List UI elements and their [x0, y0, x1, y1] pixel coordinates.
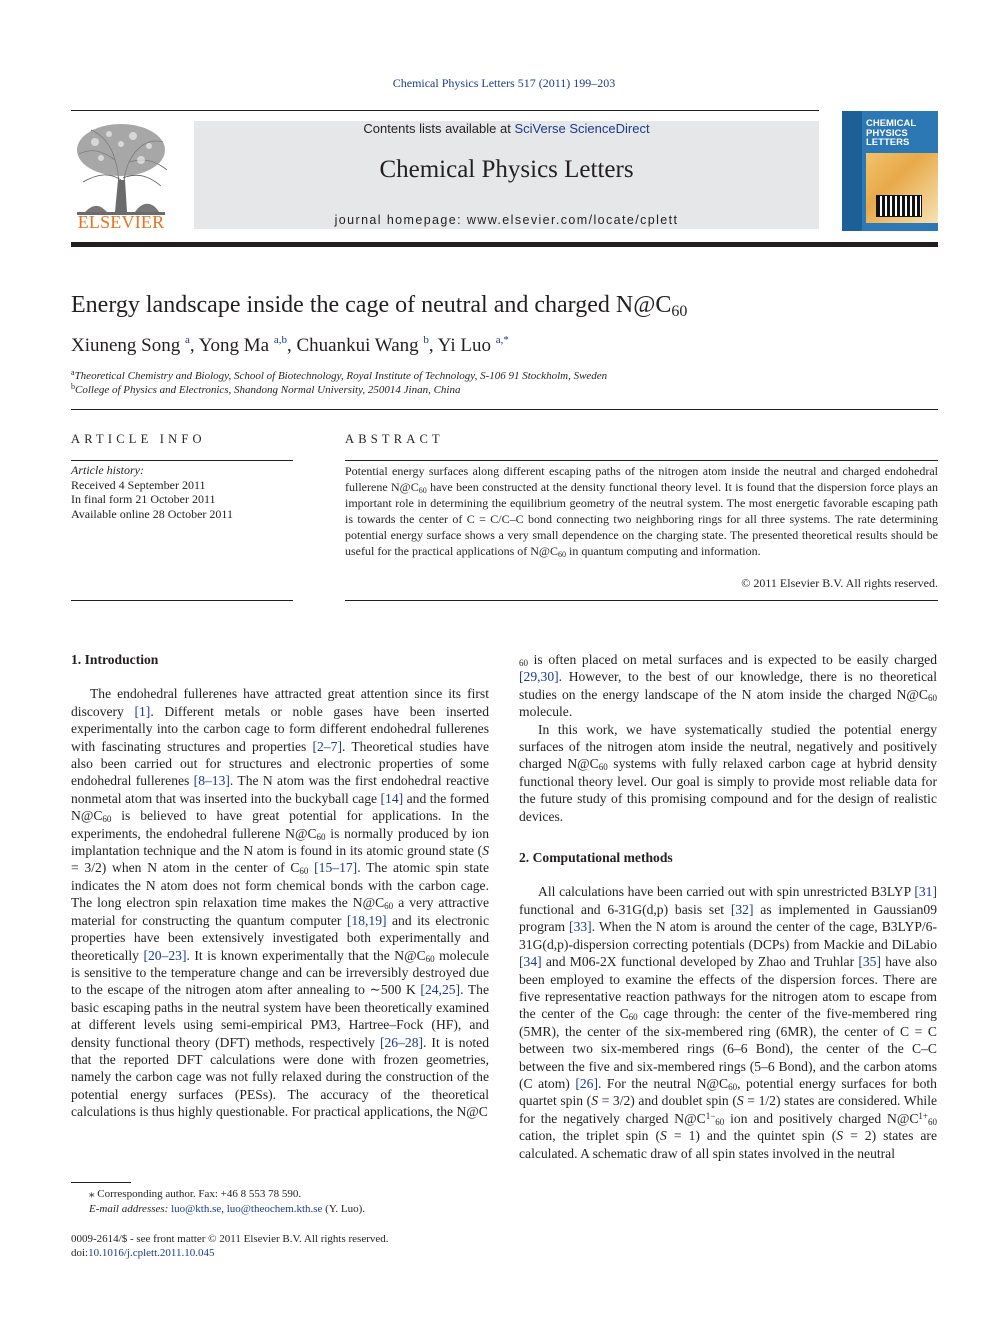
article-info-rule [71, 460, 293, 461]
section-heading-methods: 2. Computational methods [519, 850, 673, 866]
superscript: 1+ [918, 1110, 928, 1121]
email-link[interactable]: luo@theochem.kth.se [226, 1203, 323, 1215]
text-segment: The endohedral fullerenes have attracted great attention since its first discovery [71, 686, 489, 719]
text-segment: cation, the triplet spin ( [519, 1128, 661, 1144]
subscript: 60 [519, 658, 528, 668]
subscript: 60 [628, 1012, 638, 1023]
cover-barcode-icon [876, 195, 922, 217]
text-segment: systems with fully relaxed carbon cage at hybrid density functional theory level. Our goal is simply to provide most reliable data for the future study of this promising compound and for the design of realistic devices. [519, 756, 937, 824]
cover-title-line: PHYSICS [866, 127, 908, 139]
subscript: 60 [384, 901, 394, 912]
journal-name: Chemical Physics Letters [379, 156, 634, 183]
text-segment: is believed to have great potential for applications. In the experiments, the endohedral fullerene N@C [71, 808, 489, 841]
author-list: Xiuneng Song $^a$, Yong Ma $^{a,b}$, Chuankui Wang $^b$, Yi Luo $^{a,*}$ [71, 334, 509, 356]
email-separator: , [221, 1203, 227, 1215]
subscript: 60 [715, 1116, 725, 1127]
text-segment: and the formed N@C [71, 790, 489, 824]
author-name[interactable]: Xiuneng Song [71, 335, 181, 356]
cover-strip [842, 111, 862, 231]
corresponding-author: Corresponding author. Fax: +46 8 553 78 590. [97, 1188, 302, 1200]
subscript: 60 [728, 1081, 738, 1092]
text-segment: S [736, 1093, 744, 1109]
cover-title-line: LETTERS [866, 137, 910, 148]
text-segment: . Different metals or noble gases have been inserted experimentally into the carbon cage to form different endohedral fullerenes with fascinating structures and properties [71, 703, 489, 754]
history-received: Received 4 September 2011 [71, 477, 206, 492]
contents-prefix: Contents lists available at [363, 121, 515, 136]
article-history [71, 463, 293, 521]
citation-link[interactable]: [15–17] [314, 860, 358, 876]
body-column-left [71, 651, 489, 1121]
subscript: 60 [557, 550, 566, 559]
affiliation-rule [71, 409, 938, 410]
article-info-rule [71, 600, 293, 601]
sciencedirect-link[interactable]: SciVerse ScienceDirect [514, 121, 650, 136]
footnote-star: ⁎ [89, 1188, 95, 1200]
text-segment: cage through: the center of the five-membered ring (5MR), the center of the six-membered ring (6MR), the center of C = C between two six-membered rings (6–6 Bond), the center of the C–C between the five and six-membered rings (5–6 Bond), and the carbon atoms (C atom) [519, 1006, 937, 1091]
cover-title [866, 119, 916, 148]
affiliation-mark: b [71, 382, 75, 391]
citation-link[interactable]: [20–23] [143, 947, 187, 963]
contents-line [194, 121, 819, 136]
affiliation [71, 382, 938, 396]
text-segment: is often placed on metal surfaces and is expected to be easily charged [528, 652, 937, 667]
intro-paragraph [519, 721, 937, 825]
text-segment: , potential energy surfaces for both quartet spin ( [519, 1075, 937, 1109]
article-title [71, 292, 938, 321]
text-segment: . It is noted that the reported DFT calculations were done with frozen geometries, namely the carbon cage was not fully relaxed during the construction of the potential energy surfaces (PESs). The accuracy of the theoretical calculations is thus highly questionable. For practical applications, the N@C [71, 1034, 489, 1120]
text-segment: . When the N atom is around the center of the cage, B3LYP/6-31G(d,p)-dispersion correcting potentials (DCPs) from Mackie and DiLabio [519, 919, 937, 952]
abstract-heading: ABSTRACT [345, 432, 444, 446]
doi-prefix: doi: [71, 1247, 89, 1259]
section-heading-introduction: 1. Introduction [71, 652, 159, 667]
title-text: Energy landscape inside the cage of neutral and charged N@C [71, 292, 672, 318]
citation-link[interactable]: [32] [730, 901, 754, 917]
citation-link[interactable]: [29,30] [519, 669, 559, 685]
issn-line: 0009-2614/$ - see front matter © 2011 Elsevier B.V. All rights reserved. [71, 1233, 389, 1245]
text-segment: In this work, we have systematically studied the potential energy surfaces of the nitrogen atom inside the neutral, negatively and positively charged N@C [519, 721, 937, 772]
doi-link[interactable]: 10.1016/j.cplett.2011.10.045 [88, 1247, 215, 1259]
text-segment: = 3/2) when N atom in the center of C [71, 860, 300, 876]
text-segment: . For the neutral N@C [598, 1075, 729, 1091]
citation-link[interactable]: [14] [380, 790, 404, 806]
abstract-rule [345, 460, 938, 461]
journal-cover-thumbnail [842, 111, 938, 231]
text-segment: = 3/2) and doublet spin ( [597, 1093, 737, 1109]
history-revised: In final form 21 October 2011 [71, 492, 216, 506]
subscript: 60 [316, 831, 326, 842]
affiliation [71, 368, 938, 382]
subscript: 60 [102, 814, 112, 825]
author-affiliation-mark[interactable]: b [423, 334, 429, 346]
elsevier-wordmark: ELSEVIER [77, 212, 165, 232]
text-segment: S [660, 1128, 667, 1144]
text-segment: All calculations have been carried out with spin unrestricted B3LYP [538, 884, 915, 900]
history-label: Article history: [71, 463, 144, 477]
abstract-segment: in quantum computing and information. [565, 544, 761, 558]
email-owner: (Y. Luo). [322, 1203, 365, 1215]
subscript: 60 [425, 953, 435, 964]
text-segment: and M06-2X functional developed by Zhao and Truhlar [541, 954, 859, 970]
abstract-segment: have been constructed at the density functional theory level. It is found that the dispersion force plays an important role in determining the equilibrium geometry of the neutral system. The most energetic favorable escaping path is towards the center of C = C/C–C bond connecting two neighboring rings for all three systems. The rate determining potential energy surface shows a very small dependence on the charging state. The presented theoretical results should be useful for the practical applications of N@C [345, 480, 939, 558]
citation-link[interactable]: [26] [575, 1075, 598, 1091]
text-segment: = 1) and the quintet spin ( [666, 1128, 837, 1144]
text-segment: = 2) states are calculated. A schematic draw of all spin states involved in the neutral [519, 1128, 937, 1161]
text-segment: functional and 6-31G(d,p) basis set [519, 901, 731, 917]
abstract-copyright: © 2011 Elsevier B.V. All rights reserved. [741, 576, 938, 590]
author-affiliation-mark[interactable]: a,b [273, 334, 287, 346]
text-segment: as implemented in Gaussian09 program [519, 901, 937, 935]
author-name[interactable]: Yi Luo [437, 335, 491, 356]
body-column-right [519, 651, 937, 1162]
affiliation-text: College of Physics and Electronics, Shandong Normal University, 250014 Jinan, China [75, 384, 461, 396]
intro-paragraph [71, 685, 489, 1120]
text-segment: molecule. [519, 704, 573, 720]
methods-paragraph [519, 883, 937, 1162]
front-matter-info [71, 1232, 489, 1260]
text-segment: molecule is sensitive to the temperature change and can be irreversibly destroyed due to the escape of the nitrogen atom after annealing to ∼500 K [71, 947, 489, 998]
text-segment: have also been employed to examine the effects of the dispersion forces. There are five representative reaction pathways for the nitrogen atom to escape from the center of the C [519, 954, 937, 1022]
text-segment: and its electronic properties have been extensively investigated both experimentally and theoretically [71, 912, 489, 963]
affiliation-text: Theoretical Chemistry and Biology, School of Biotechnology, Royal Institute of Technology, S-106 91 Stockholm, Sweden [74, 370, 608, 382]
cover-title-line: CHEMICAL [866, 118, 917, 129]
text-segment: S [482, 843, 489, 859]
text-segment: . The basic escaping paths in the neutral system have been theoretically examined at different levels using semi-empirical PM3, Hartree–Fock (HF), and density functional theory (DFT) methods, respectively [71, 982, 489, 1050]
subscript: 60 [418, 486, 427, 495]
citation-link[interactable]: [18,19] [346, 912, 387, 928]
citation-link[interactable]: [31] [914, 884, 937, 900]
citation-link[interactable]: [35] [858, 954, 881, 970]
history-online: Available online 28 October 2011 [71, 506, 233, 521]
header-thick-rule [71, 242, 938, 247]
abstract-segment: Potential energy surfaces along different escaping paths of the nitrogen atom inside the neutral and charged endohedral fullerene N@C [345, 464, 938, 494]
text-segment: is normally produced by ion implantation technique and the N atom is found in its atomic ground state ( [71, 825, 489, 859]
footnote-rule [71, 1182, 131, 1183]
email-link[interactable]: luo@kth.se [171, 1203, 222, 1215]
author-name[interactable]: Chuankui Wang [296, 335, 419, 356]
citation-link[interactable]: [33] [569, 919, 592, 935]
author-affiliation-mark[interactable]: a [185, 334, 190, 346]
author-name[interactable]: Yong Ma [198, 335, 270, 356]
affiliation-mark: a [71, 368, 75, 377]
header-rule [71, 110, 819, 111]
text-segment: S [836, 1128, 844, 1144]
citation-link[interactable]: [34] [519, 954, 542, 970]
abstract-text [345, 463, 938, 559]
citation-link[interactable]: [8–13] [193, 773, 230, 789]
journal-homepage-link[interactable]: journal homepage: www.elsevier.com/locate/cplett [334, 213, 679, 227]
citation-link[interactable]: [26–28] [379, 1034, 424, 1050]
superscript: 1− [705, 1110, 716, 1121]
author-affiliation-mark[interactable]: a,* [495, 334, 509, 346]
subscript: 60 [928, 692, 937, 703]
subscript: 60 [928, 1116, 937, 1127]
email-label: E-mail addresses: [89, 1203, 169, 1215]
abstract-rule [345, 600, 938, 601]
intro-paragraph-continued [519, 651, 937, 721]
citation-link[interactable]: [1] [134, 703, 151, 719]
subscript: 60 [598, 762, 608, 773]
text-segment: a very attractive material for constructing the quantum computer [71, 895, 489, 928]
text-segment: . However, to the best of our knowledge, there is no theoretical studies on the energy landscape of the N atom inside the charged N@C [519, 669, 937, 702]
title-subscript: 60 [671, 303, 688, 320]
citation-link[interactable]: [24,25] [420, 982, 461, 998]
text-segment: . The atomic spin state indicates the N atom does not form chemical bonds with the carbon cage. The long electron spin relaxation time makes the N@C [71, 860, 489, 911]
corresponding-author-footnote [71, 1187, 489, 1217]
subscript: 60 [299, 866, 309, 877]
text-segment: . The N atom was the first endohedral reactive nonmetal atom that was inserted into the buckyball cage [71, 773, 489, 806]
text-segment: ion and positively charged N@C [724, 1110, 919, 1126]
text-segment: S [591, 1093, 598, 1109]
text-segment: . Theoretical studies have also been carried out for structures and electronic properties of some endohedral fullerenes [71, 738, 489, 789]
citation-link[interactable]: [2–7] [312, 738, 342, 754]
article-info-heading: ARTICLE INFO [71, 432, 206, 446]
text-segment: . It is known experimentally that the N@C [186, 947, 426, 963]
journal-citation[interactable]: Chemical Physics Letters 517 (2011) 199–203 [392, 76, 616, 90]
text-segment: = 1/2) states are considered. While for the negatively charged N@C [519, 1093, 938, 1126]
